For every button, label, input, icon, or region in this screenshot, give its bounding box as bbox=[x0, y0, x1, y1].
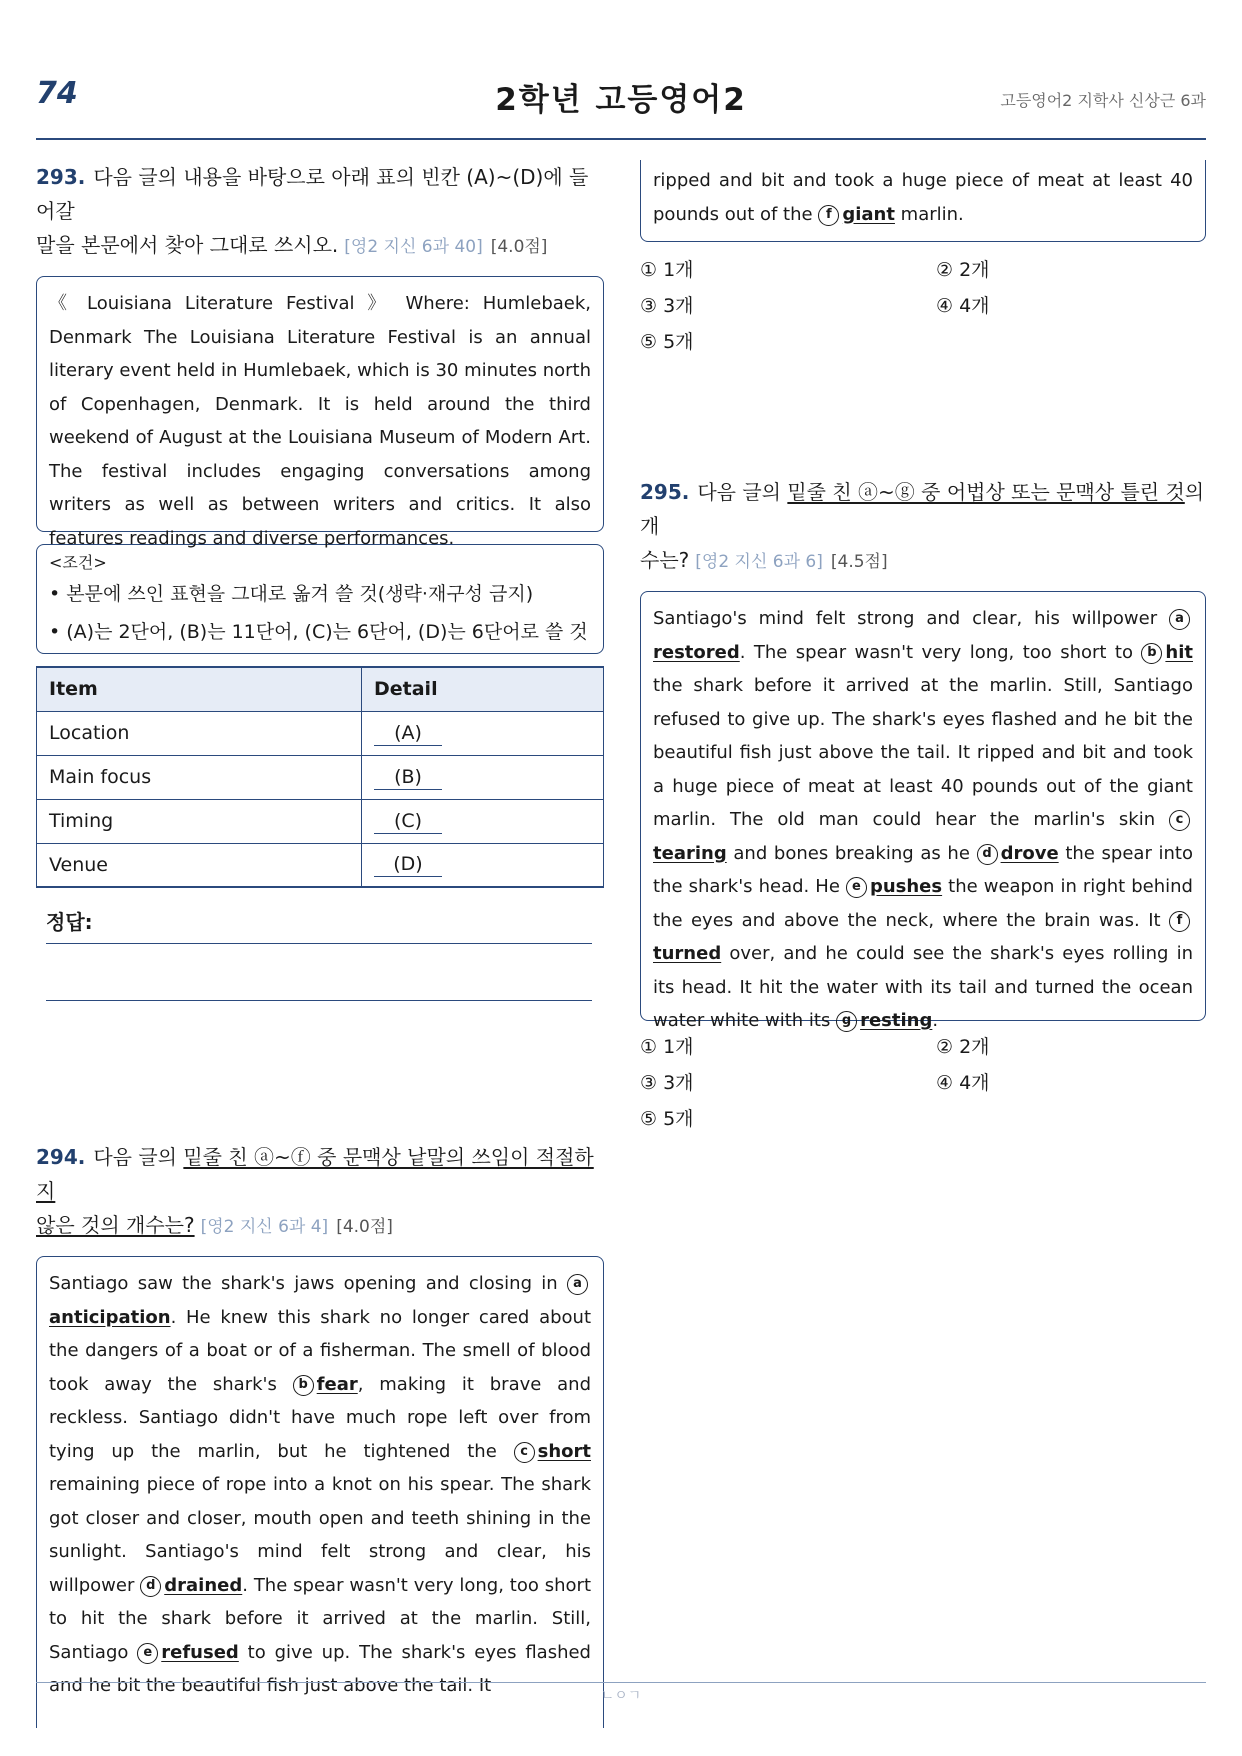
marker-b: b bbox=[1141, 643, 1162, 664]
choice-1[interactable]: ① 1개 bbox=[640, 259, 694, 281]
left-column bbox=[36, 160, 604, 1696]
passage-continuation-box: ripped and bit and took a huge piece of meat at least 40 pounds out of the f giant marlin. bbox=[640, 160, 1206, 242]
blank-field[interactable]: (A) bbox=[374, 721, 442, 746]
answer-table bbox=[36, 666, 604, 888]
table-cell-item: Timing bbox=[37, 799, 362, 843]
table-row bbox=[37, 843, 604, 887]
answer-choices bbox=[640, 252, 1206, 360]
footer-divider bbox=[36, 1682, 1206, 1683]
marker-e: e bbox=[137, 1643, 158, 1664]
question-points: [4.5점] bbox=[830, 552, 888, 572]
marked-word: fear bbox=[316, 1373, 358, 1395]
table-cell-detail bbox=[362, 711, 604, 755]
marker-d: d bbox=[140, 1576, 161, 1597]
question-source: [영2 지신 6과 40] bbox=[344, 237, 483, 257]
page-header bbox=[36, 70, 1206, 140]
right-column bbox=[640, 160, 1206, 1130]
passage-box bbox=[36, 276, 604, 549]
page-title: 2학년 고등영어2 bbox=[495, 82, 747, 118]
marker-e: e bbox=[846, 877, 867, 898]
question-294 bbox=[36, 1140, 604, 1728]
conditions-title: <조건> bbox=[49, 553, 107, 572]
table-cell-item: Main focus bbox=[37, 755, 362, 799]
question-source: [영2 지신 6과 4] bbox=[200, 1217, 329, 1237]
blank-field[interactable]: (C) bbox=[374, 809, 442, 834]
choice-5[interactable]: ⑤ 5개 bbox=[640, 1108, 694, 1130]
marked-word: short bbox=[537, 1440, 591, 1462]
choice-5[interactable]: ⑤ 5개 bbox=[640, 331, 694, 353]
table-row bbox=[37, 799, 604, 843]
condition-item: • (A)는 2단어, (B)는 11단어, (C)는 6단어, (D)는 6단어로 쓸 것 bbox=[49, 621, 588, 643]
table-cell-item: Location bbox=[37, 711, 362, 755]
choice-3[interactable]: ③ 3개 bbox=[640, 295, 694, 317]
passage-box: Santiago saw the shark's jaws opening and closing in aanticipation. He knew this shark no longer cared about the dangers of a boat or of a fisherman. The smell of blood took away the shark's b fear, making it brave and reckless. Santiago didn't have much rope left over from tying up the marlin, but he tightened the c short remaining piece of rope into a knot on his spear. The shark got closer and closer, mouth open and teeth shining in the sunlight. Santiago's mind felt strong and clear, his willpower d drained. The spear wasn't very long, too short to hit the shark before it arrived at the marlin. Still, Santiago e refused to give up. The shark's eyes flashed and he bit the beautiful fish just above the tail. It bbox=[36, 1256, 604, 1728]
marker-f: f bbox=[818, 205, 839, 226]
passage-box: Santiago's mind felt strong and clear, his willpower arestored. The spear wasn't very long, too short to b hit the shark before it arrived at the marlin. Still, Santiago refused to give up. The shark's eyes flashed and he bit the beautiful fish just above the tail. It ripped and bit and took a huge piece of meat at least 40 pounds out of the giant marlin. The old man could hear the marlin's skin ctearing and bones breaking as he d drove the spear into the shark's head. He e pushes the weapon in right behind the eyes and above the neck, where the brain was. It fturned over, and he could see the shark's eyes rolling in its head. It hit the water with its tail and turned the ocean water white with its g resting. bbox=[640, 591, 1206, 1021]
table-cell-detail bbox=[362, 755, 604, 799]
marker-b: b bbox=[293, 1375, 314, 1396]
page-number: 74 bbox=[36, 76, 78, 111]
answer-line[interactable] bbox=[46, 943, 592, 944]
marker-d: d bbox=[977, 844, 998, 865]
footer-mark: ㄴㅇㄱ bbox=[600, 1688, 642, 1704]
table-cell-item: Venue bbox=[37, 843, 362, 887]
page-subtitle: 고등영어2 지학사 신상근 6과 bbox=[1000, 91, 1206, 110]
answer-line[interactable] bbox=[46, 1000, 592, 1001]
marked-word: anticipation bbox=[49, 1306, 171, 1328]
table-row bbox=[37, 711, 604, 755]
choice-1[interactable]: ① 1개 bbox=[640, 1036, 694, 1058]
marker-a: a bbox=[567, 1274, 588, 1295]
question-number: 294. bbox=[36, 1145, 86, 1169]
marked-word: drove bbox=[1000, 842, 1059, 864]
marked-word: restored bbox=[653, 641, 740, 663]
choice-3[interactable]: ③ 3개 bbox=[640, 1072, 694, 1094]
question-295-prompt: 295. 다음 글의 밑줄 친 ⓐ~ⓖ 중 어법상 또는 문맥상 틀린 것의 개 수는? [영2 지신 6과 6] [4.5점] bbox=[640, 480, 1205, 572]
marked-word: turned bbox=[653, 943, 722, 964]
question-points: [4.0점] bbox=[490, 237, 548, 257]
blank-field[interactable]: (B) bbox=[374, 765, 442, 790]
marker-f: f bbox=[1169, 911, 1190, 932]
marker-c: c bbox=[514, 1442, 535, 1463]
question-source: [영2 지신 6과 6] bbox=[695, 552, 823, 572]
marker-g: g bbox=[836, 1011, 857, 1032]
question-294-prompt: 294. 다음 글의 밑줄 친 ⓐ~ⓕ 중 문맥상 낱말의 쓰임이 적절하지 않은 것의 개수는? [영2 지신 6과 4] [4.0점] bbox=[36, 1145, 594, 1237]
question-293-prompt: 293. 다음 글의 내용을 바탕으로 아래 표의 빈칸 (A)~(D)에 들어갈 말을 본문에서 찾아 그대로 쓰시오. [영2 지신 6과 40] [4.0점] bbox=[36, 165, 589, 257]
table-cell-detail bbox=[362, 799, 604, 843]
blank-field[interactable]: (D) bbox=[374, 852, 442, 877]
question-number: 295. bbox=[640, 480, 690, 504]
choice-4[interactable]: ④ 4개 bbox=[936, 1072, 990, 1094]
question-293 bbox=[36, 160, 604, 1001]
marked-word: drained bbox=[164, 1574, 243, 1596]
marked-word: pushes bbox=[869, 876, 943, 897]
table-header: Item bbox=[37, 667, 362, 711]
condition-item: • 본문에 쓰인 표현을 그대로 옮겨 쓸 것(생략·재구성 금지) bbox=[49, 583, 534, 605]
marker-a: a bbox=[1169, 609, 1190, 630]
question-number: 293. bbox=[36, 165, 86, 189]
answer-choices bbox=[640, 1029, 1206, 1137]
marked-word: hit bbox=[1165, 641, 1193, 663]
marked-word: tearing bbox=[653, 842, 727, 864]
table-header: Detail bbox=[362, 667, 604, 711]
answer-label: 정답: bbox=[46, 910, 93, 934]
question-points: [4.0점] bbox=[336, 1217, 393, 1237]
table-row bbox=[37, 755, 604, 799]
marked-word: giant bbox=[842, 203, 895, 225]
conditions-box bbox=[36, 544, 604, 654]
table-header-row bbox=[37, 667, 604, 711]
choice-2[interactable]: ② 2개 bbox=[936, 1036, 990, 1058]
choice-4[interactable]: ④ 4개 bbox=[936, 295, 990, 317]
question-295 bbox=[640, 475, 1206, 1137]
choice-2[interactable]: ② 2개 bbox=[936, 259, 990, 281]
passage-text: 《 Louisiana Literature Festival 》 Where: Humlebaek, Denmark The Louisiana Literature Festival is an annual literary event held in Humlebaek, which is 30 minutes north of Copenhagen, Denmark. It is held around the third weekend of August at the Louisiana Museum of Modern Art. The festival includes engaging conversations among writers as well as between writers and critics. It also features readings and diverse performances. bbox=[49, 293, 591, 549]
table-cell-detail bbox=[362, 843, 604, 887]
marked-word: refused bbox=[161, 1641, 239, 1663]
marker-c: c bbox=[1169, 810, 1190, 831]
marked-word: resting bbox=[860, 1010, 933, 1031]
